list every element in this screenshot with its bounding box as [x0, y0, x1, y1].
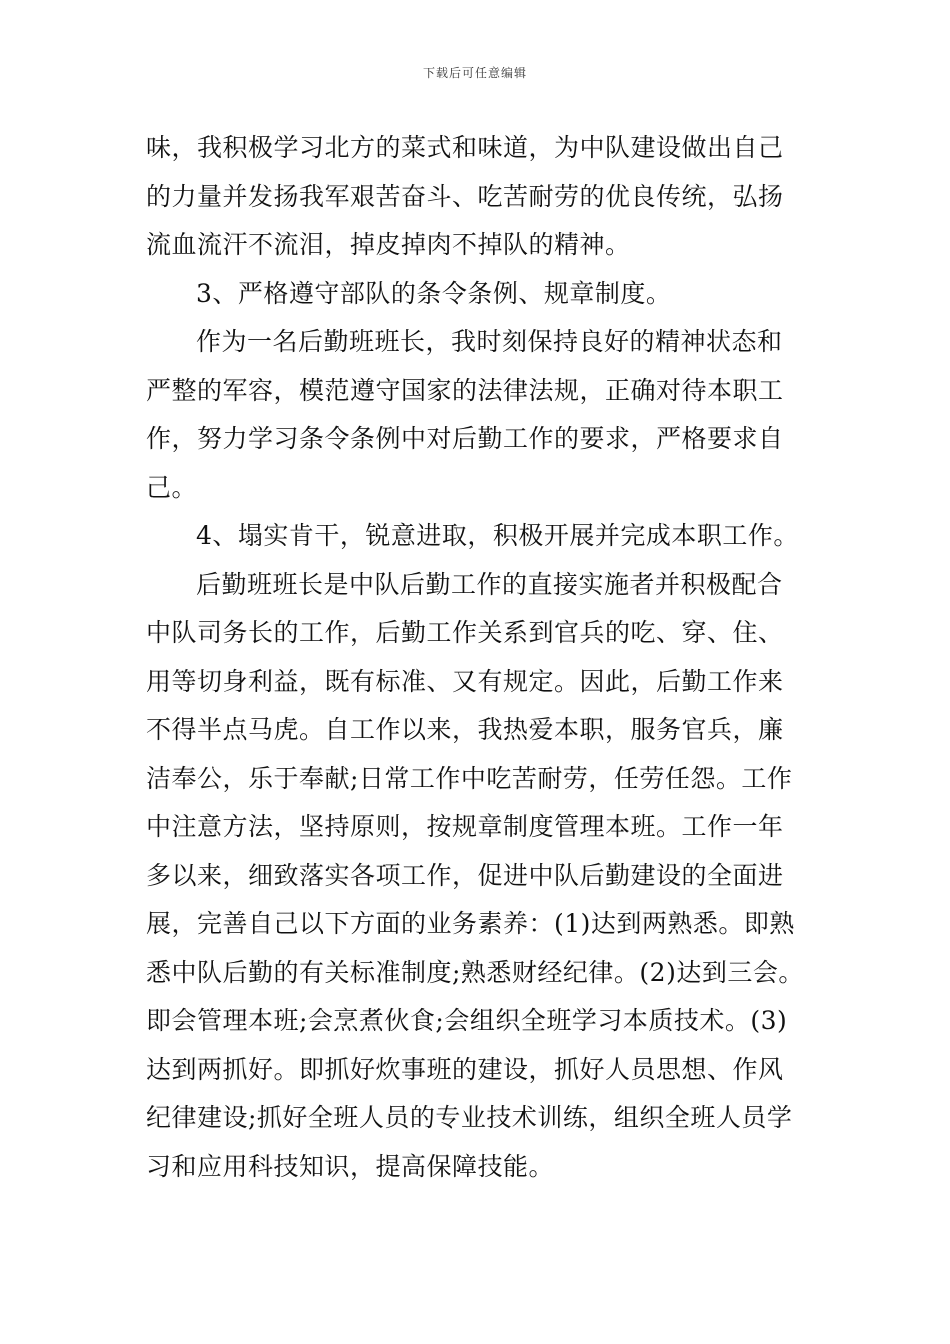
- body-line: 展，完善自己以下方面的业务素养：(1)达到两熟悉。即熟: [146, 909, 795, 938]
- body-line: 多以来，细致落实各项工作，促进中队后勤建设的全面进: [146, 860, 784, 890]
- body-line: 习和应用科技知识，提高保障技能。: [146, 1151, 555, 1181]
- section-heading-4: 4、塌实肯干，锐意进取，积极开展并完成本职工作。: [196, 521, 799, 550]
- body-line: 作为一名后勤班班长，我时刻保持良好的精神状态和: [196, 327, 783, 356]
- document-body: [146, 124, 814, 1191]
- body-line: 不得半点马虎。自工作以来，我热爱本职，服务官兵，廉: [146, 715, 784, 744]
- section-heading-3: 3、严格遵守部队的条令条例、规章制度。: [196, 278, 672, 308]
- body-line: 纪律建设;抓好全班人员的专业技术训练，组织全班人员学: [146, 1103, 793, 1132]
- body-line: 悉中队后勤的有关标准制度;熟悉财经纪律。(2)达到三会。: [146, 957, 804, 987]
- body-line: 己。: [146, 472, 198, 502]
- body-line: 流血流汗不流泪，掉皮掉肉不掉队的精神。: [146, 230, 631, 259]
- body-line: 用等切身利益，既有标准、又有规定。因此，后勤工作来: [146, 666, 784, 696]
- body-line: 中队司务长的工作，后勤工作关系到官兵的吃、穿、住、: [146, 618, 784, 647]
- body-line: 严整的军容，模范遵守国家的法律法规，正确对待本职工: [146, 375, 784, 405]
- body-line: 即会管理本班;会烹煮伙食;会组织全班学习本质技术。(3): [146, 1006, 788, 1035]
- body-line: 的力量并发扬我军艰苦奋斗、吃苦耐劳的优良传统，弘扬: [146, 181, 784, 211]
- body-line: 中注意方法，坚持原则，按规章制度管理本班。工作一年: [146, 812, 784, 841]
- page-header: 下载后可任意编辑: [422, 66, 527, 80]
- body-line: 洁奉公，乐于奉献;日常工作中吃苦耐劳，任劳任怨。工作: [146, 763, 793, 793]
- body-line: 后勤班班长是中队后勤工作的直接实施者并积极配合: [196, 569, 783, 599]
- body-line: 味，我积极学习北方的菜式和味道，为中队建设做出自己: [146, 133, 784, 162]
- body-line: 作，努力学习条令条例中对后勤工作的要求，严格要求自: [146, 424, 784, 453]
- body-line: 达到两抓好。即抓好炊事班的建设，抓好人员思想、作风: [146, 1054, 784, 1084]
